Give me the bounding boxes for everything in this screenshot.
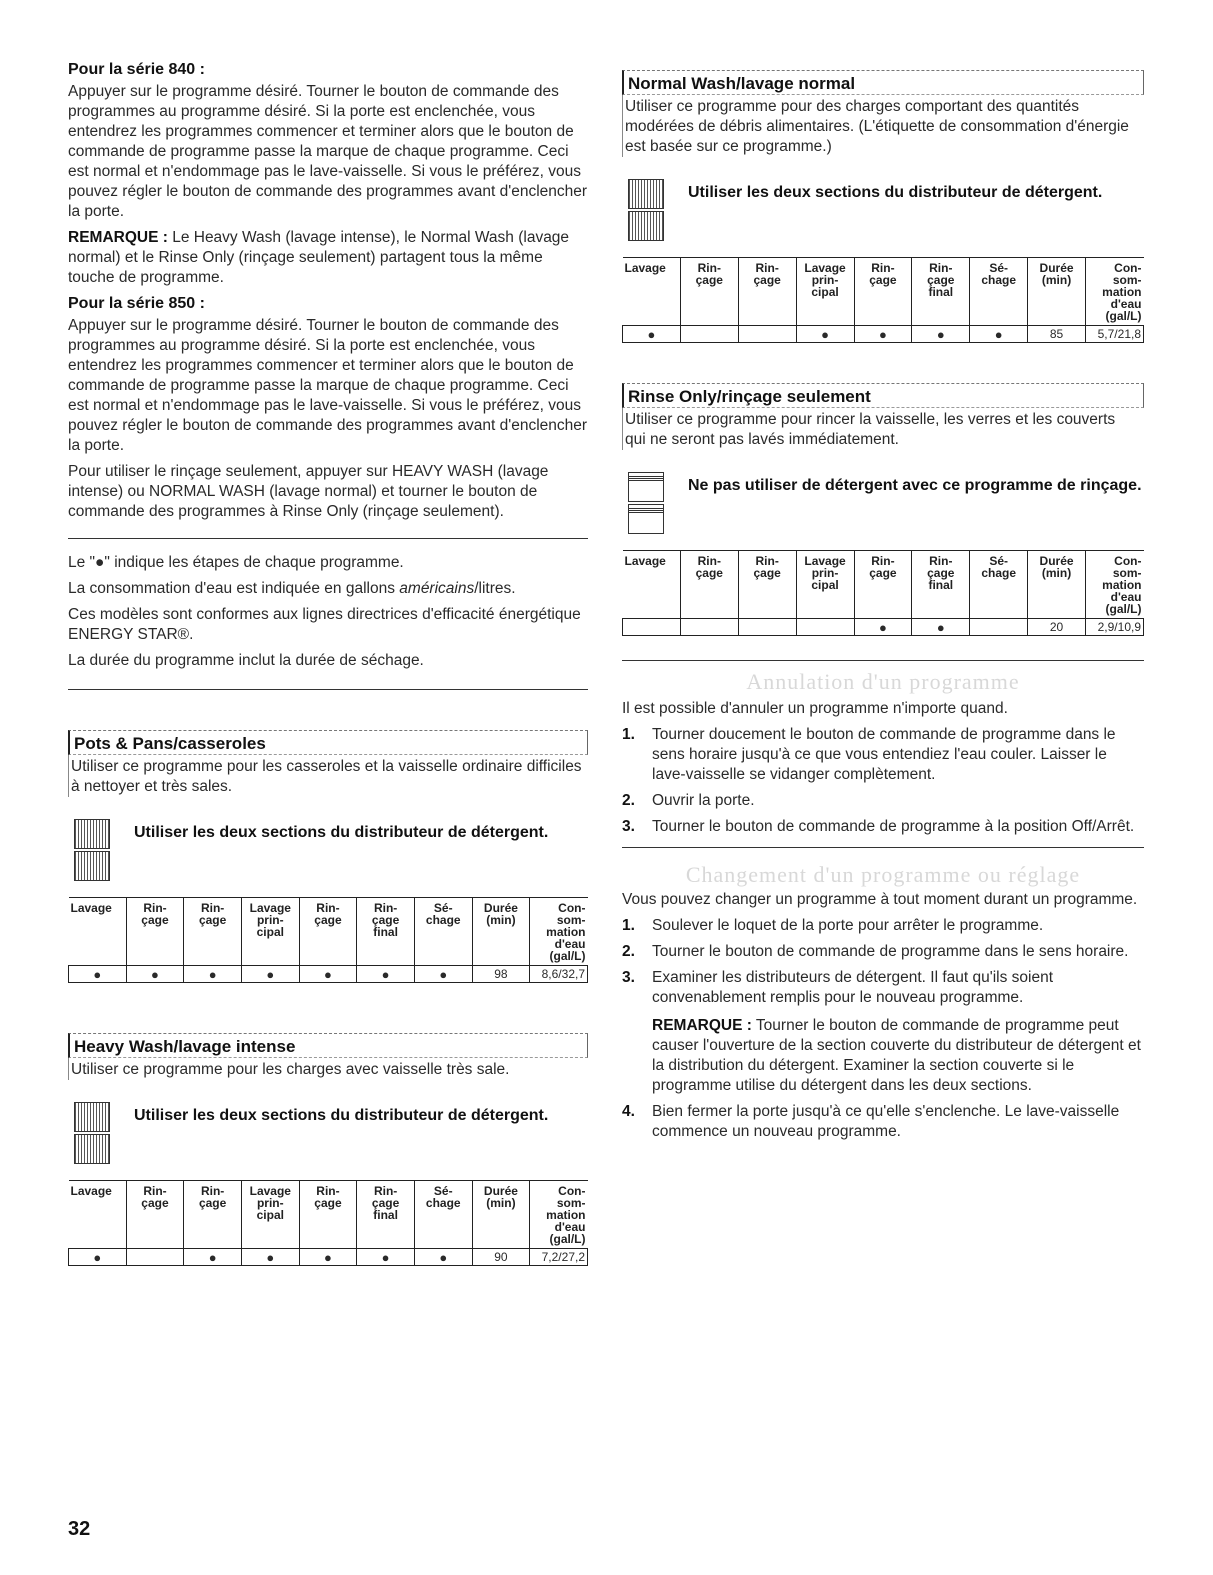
rinse-only-instructions: Pour utiliser le rinçage seulement, appuyer sur HEAVY WASH (lavage intense) ou NORMAL WASH (lavage normal) et tourner le bouton de commande des programmes à Rinse Only (rinçage seulement).	[68, 463, 549, 520]
step-number: 2.	[622, 792, 635, 809]
step-number: 1.	[622, 917, 635, 934]
table-header-cell: Durée (min)	[1028, 551, 1086, 619]
step-text: Bien fermer la porte jusqu'à ce qu'elle s'enclenche. Le lave-vaisselle commence un nouveau programme.	[652, 1103, 1120, 1140]
table-cell: ●	[854, 326, 912, 343]
table-header-cell: Rin- çage	[184, 898, 242, 966]
divider	[68, 689, 588, 690]
table-header-cell: Rin- çage final	[357, 1181, 415, 1249]
step-text: Tourner doucement le bouton de commande de programme dans le sens horaire jusqu'à ce que vous entendiez l'eau couler. Laisser le lave-vaisselle se vidanger complètement.	[652, 726, 1116, 783]
detergent-text: Utiliser les deux sections du distributeur de détergent.	[688, 184, 1103, 201]
table-header-cell: Rin- çage final	[912, 258, 970, 326]
divider	[68, 538, 588, 539]
table-cell: 90	[472, 1249, 530, 1266]
table-cell	[738, 326, 796, 343]
cycle-title: Rinse Only/rinçage seulement	[622, 383, 1144, 408]
left-column	[68, 60, 588, 1266]
table-header-cell: Lavage prin- cipal	[796, 258, 854, 326]
table-cell: ●	[796, 326, 854, 343]
remarque-text: Tourner le bouton de commande de programme peut causer l'ouverture de la section couverte du distributeur de détergent et la distribution du détergent. Examiner la section couverte si le programme utilise du détergent dans les deux sections.	[652, 1017, 1141, 1094]
table-cell	[680, 326, 738, 343]
table-header-cell: Rin- çage	[299, 898, 357, 966]
detergent-instruction	[74, 819, 588, 883]
table-header-cell: Durée (min)	[1028, 258, 1086, 326]
table-cell: 2,9/10,9	[1086, 619, 1144, 636]
table-cell: ●	[69, 966, 127, 983]
detergent-text: Utiliser les deux sections du distributeur de détergent.	[134, 824, 549, 841]
table-header-cell: Rin- çage	[184, 1181, 242, 1249]
cycle-normal-wash	[622, 70, 1144, 343]
cancel-steps	[622, 725, 1144, 837]
cycle-table	[622, 550, 1144, 636]
table-cell: ●	[69, 1249, 127, 1266]
remarque-text: Le Heavy Wash (lavage intense), le Normal Wash (lavage normal) et le Rinse Only (rinçage seulement) partagent tous la même touche de programme.	[68, 229, 570, 286]
table-header-cell: Sé- chage	[414, 1181, 472, 1249]
remarque-label: REMARQUE :	[652, 1017, 752, 1034]
change-intro: Vous pouvez changer un programme à tout moment durant un programme.	[622, 891, 1138, 908]
divider	[622, 847, 1144, 848]
cycle-heavy-wash	[68, 1033, 588, 1266]
table-header-row	[69, 898, 588, 966]
remarque-note	[68, 228, 588, 288]
list-item	[622, 817, 1144, 837]
table-cell	[738, 619, 796, 636]
table-header-cell: Sé- chage	[414, 898, 472, 966]
table-cell	[970, 619, 1028, 636]
divider	[622, 660, 1144, 661]
table-cell: ●	[854, 619, 912, 636]
table-header-cell: Rin- çage final	[912, 551, 970, 619]
table-cell: ●	[299, 966, 357, 983]
table-header-row	[623, 551, 1144, 619]
cycle-description: Utiliser ce programme pour des charges comportant des quantités modérées de débris alimentaires. (L'étiquette de consommation d'énergie est basée sur ce programme.)	[622, 95, 1144, 157]
section-title: Annulation d'un programme	[746, 669, 1020, 694]
table-cell: ●	[912, 619, 970, 636]
step-text: Tourner le bouton de commande de programme à la position Off/Arrêt.	[652, 818, 1135, 835]
table-cell: ●	[970, 326, 1028, 343]
table-cell: 85	[1028, 326, 1086, 343]
table-cell	[796, 619, 854, 636]
series-850-text: Appuyer sur le programme désiré. Tourner le bouton de commande des programmes au programme désiré. Si la porte est enclenchée, vous entendrez les programmes commencer et terminer alors que le bouton de commande de programme passe la marque de chaque programme. Ceci est normal et n'endommage pas le lave-vaisselle. Si vous le préférez, vous pouvez régler le bouton de commande des programmes avant d'enclencher la porte.	[68, 317, 588, 454]
table-row	[623, 326, 1144, 343]
change-cycle-section	[622, 862, 1144, 1142]
cycle-description: Utiliser ce programme pour les casseroles et la vaisselle ordinaire difficiles à nettoyer et très sales.	[68, 755, 588, 797]
cycle-pots-pans	[68, 730, 588, 983]
detergent-dispenser-full-icon	[74, 819, 110, 883]
remarque-note	[652, 1016, 1144, 1096]
detergent-dispenser-empty-icon	[628, 472, 664, 536]
table-header-cell: Con- som- mation d'eau (gal/L)	[1086, 551, 1144, 619]
table-header-cell: Rin- çage	[126, 1181, 184, 1249]
list-item	[622, 968, 1144, 1096]
dot-legend-note: Le "●" indique les étapes de chaque programme.	[68, 554, 404, 571]
table-cell: ●	[414, 1249, 472, 1266]
table-cell	[680, 619, 738, 636]
series-850-heading: Pour la série 850 :	[68, 295, 205, 312]
table-header-cell: Durée (min)	[472, 898, 530, 966]
cycle-table	[68, 1180, 588, 1266]
cycle-description: Utiliser ce programme pour rincer la vaisselle, les verres et les couverts qui ne seront pas lavés immédiatement.	[622, 408, 1144, 450]
detergent-instruction	[628, 472, 1144, 536]
table-cell: ●	[126, 966, 184, 983]
detergent-instruction	[74, 1102, 588, 1166]
table-header-row	[623, 258, 1144, 326]
list-item	[622, 791, 1144, 811]
cycle-title: Normal Wash/lavage normal	[622, 70, 1144, 95]
table-cell: ●	[184, 1249, 242, 1266]
table-header-cell: Lavage prin- cipal	[796, 551, 854, 619]
table-cell: 20	[1028, 619, 1086, 636]
table-cell: ●	[912, 326, 970, 343]
table-row	[69, 966, 588, 983]
change-steps	[622, 916, 1144, 1142]
table-header-cell: Rin- çage	[854, 258, 912, 326]
table-cell: ●	[184, 966, 242, 983]
step-text: Examiner les distributeurs de détergent. Il faut qu'ils soient convenablement remplis pour le nouveau programme. REMARQUE : Tourner le bouton de commande de programme peut causer l'ouverture de la section couverte du distributeur de détergent et la distribution du détergent. Examiner la section couverte si le programme utilise du détergent dans les deux sections.	[652, 968, 1144, 1096]
table-header-cell: Rin- çage	[680, 551, 738, 619]
table-header-cell: Rin- çage	[680, 258, 738, 326]
list-item	[622, 725, 1144, 785]
series-840-text: Appuyer sur le programme désiré. Tourner le bouton de commande des programmes au programme désiré. Si la porte est enclenchée, vous entendrez les programmes commencer et terminer alors que le bouton de commande de programme passe la marque de chaque programme. Ceci est normal et n'endommage pas le lave-vaisselle. Si vous le préférez, vous pouvez régler le bouton de commande des programmes avant d'enclencher la porte.	[68, 83, 588, 220]
list-item	[622, 942, 1144, 962]
step-text: Soulever le loquet de la porte pour arrêter le programme.	[652, 917, 1044, 934]
table-cell: ●	[357, 1249, 415, 1266]
table-cell: 5,7/21,8	[1086, 326, 1144, 343]
table-header-cell: Rin- çage	[126, 898, 184, 966]
cancel-cycle-section	[622, 669, 1144, 837]
table-cell: ●	[241, 1249, 299, 1266]
detergent-instruction	[628, 179, 1144, 243]
step-number: 4.	[622, 1103, 635, 1120]
table-header-cell: Durée (min)	[472, 1181, 530, 1249]
emphasis-americains: américains	[399, 580, 475, 597]
table-cell: 98	[472, 966, 530, 983]
drying-time-note: La durée du programme inclut la durée de séchage.	[68, 652, 424, 669]
table-header-cell: Rin- çage	[854, 551, 912, 619]
step-text: Tourner le bouton de commande de programme dans le sens horaire.	[652, 943, 1129, 960]
table-header-cell: Sé- chage	[970, 551, 1028, 619]
water-consumption-note: La consommation d'eau est indiquée en gallons américains/litres.	[68, 580, 516, 597]
table-cell: ●	[414, 966, 472, 983]
step-number: 3.	[622, 818, 635, 835]
table-cell: 8,6/32,7	[530, 966, 588, 983]
table-cell: ●	[299, 1249, 357, 1266]
table-header-cell: Con- som- mation d'eau (gal/L)	[530, 1181, 588, 1249]
energy-star-note: Ces modèles sont conformes aux lignes directrices d'efficacité énergétique ENERGY STAR®.	[68, 606, 581, 643]
cycle-title: Heavy Wash/lavage intense	[68, 1033, 588, 1058]
table-header-cell: Lavage	[624, 554, 666, 568]
detergent-text: Ne pas utiliser de détergent avec ce programme de rinçage.	[688, 477, 1142, 494]
table-row	[623, 619, 1144, 636]
detergent-dispenser-full-icon	[74, 1102, 110, 1166]
table-header-cell: Lavage	[624, 261, 666, 275]
cycle-description: Utiliser ce programme pour les charges avec vaisselle très sale.	[68, 1058, 588, 1080]
table-header-cell: Rin- çage	[299, 1181, 357, 1249]
step-number: 1.	[622, 726, 635, 743]
step-number: 3.	[622, 969, 635, 986]
cycle-table	[68, 897, 588, 983]
step-number: 2.	[622, 943, 635, 960]
list-item	[622, 1102, 1144, 1142]
remarque-label: REMARQUE :	[68, 229, 168, 246]
table-cell: ●	[623, 326, 681, 343]
series-840-heading: Pour la série 840 :	[68, 61, 205, 78]
section-title: Changement d'un programme ou réglage	[685, 862, 1081, 887]
table-header-cell: Lavage prin- cipal	[241, 898, 299, 966]
cycle-title: Pots & Pans/casseroles	[68, 730, 588, 755]
table-header-cell: Con- som- mation d'eau (gal/L)	[530, 898, 588, 966]
cycle-table	[622, 257, 1144, 343]
table-cell: ●	[241, 966, 299, 983]
table-header-cell: Lavage prin- cipal	[241, 1181, 299, 1249]
table-header-cell: Rin- çage	[738, 258, 796, 326]
table-cell	[126, 1249, 184, 1266]
table-cell	[623, 619, 681, 636]
table-header-row	[69, 1181, 588, 1249]
table-header-cell: Con- som- mation d'eau (gal/L)	[1086, 258, 1144, 326]
page-number: 32	[68, 1518, 91, 1540]
table-header-cell: Sé- chage	[970, 258, 1028, 326]
cycle-rinse-only	[622, 383, 1144, 636]
detergent-dispenser-full-icon	[628, 179, 664, 243]
table-row	[69, 1249, 588, 1266]
cancel-intro: Il est possible d'annuler un programme n'importe quand.	[622, 700, 1008, 717]
table-header-cell: Lavage	[70, 901, 112, 915]
table-cell: 7,2/27,2	[530, 1249, 588, 1266]
table-header-cell: Rin- çage	[738, 551, 796, 619]
step-text: Ouvrir la porte.	[652, 792, 755, 809]
table-cell: ●	[357, 966, 415, 983]
detergent-text: Utiliser les deux sections du distributeur de détergent.	[134, 1107, 549, 1124]
list-item	[622, 916, 1144, 936]
table-header-cell: Lavage	[70, 1184, 112, 1198]
table-header-cell: Rin- çage final	[357, 898, 415, 966]
right-column	[622, 70, 1144, 1148]
